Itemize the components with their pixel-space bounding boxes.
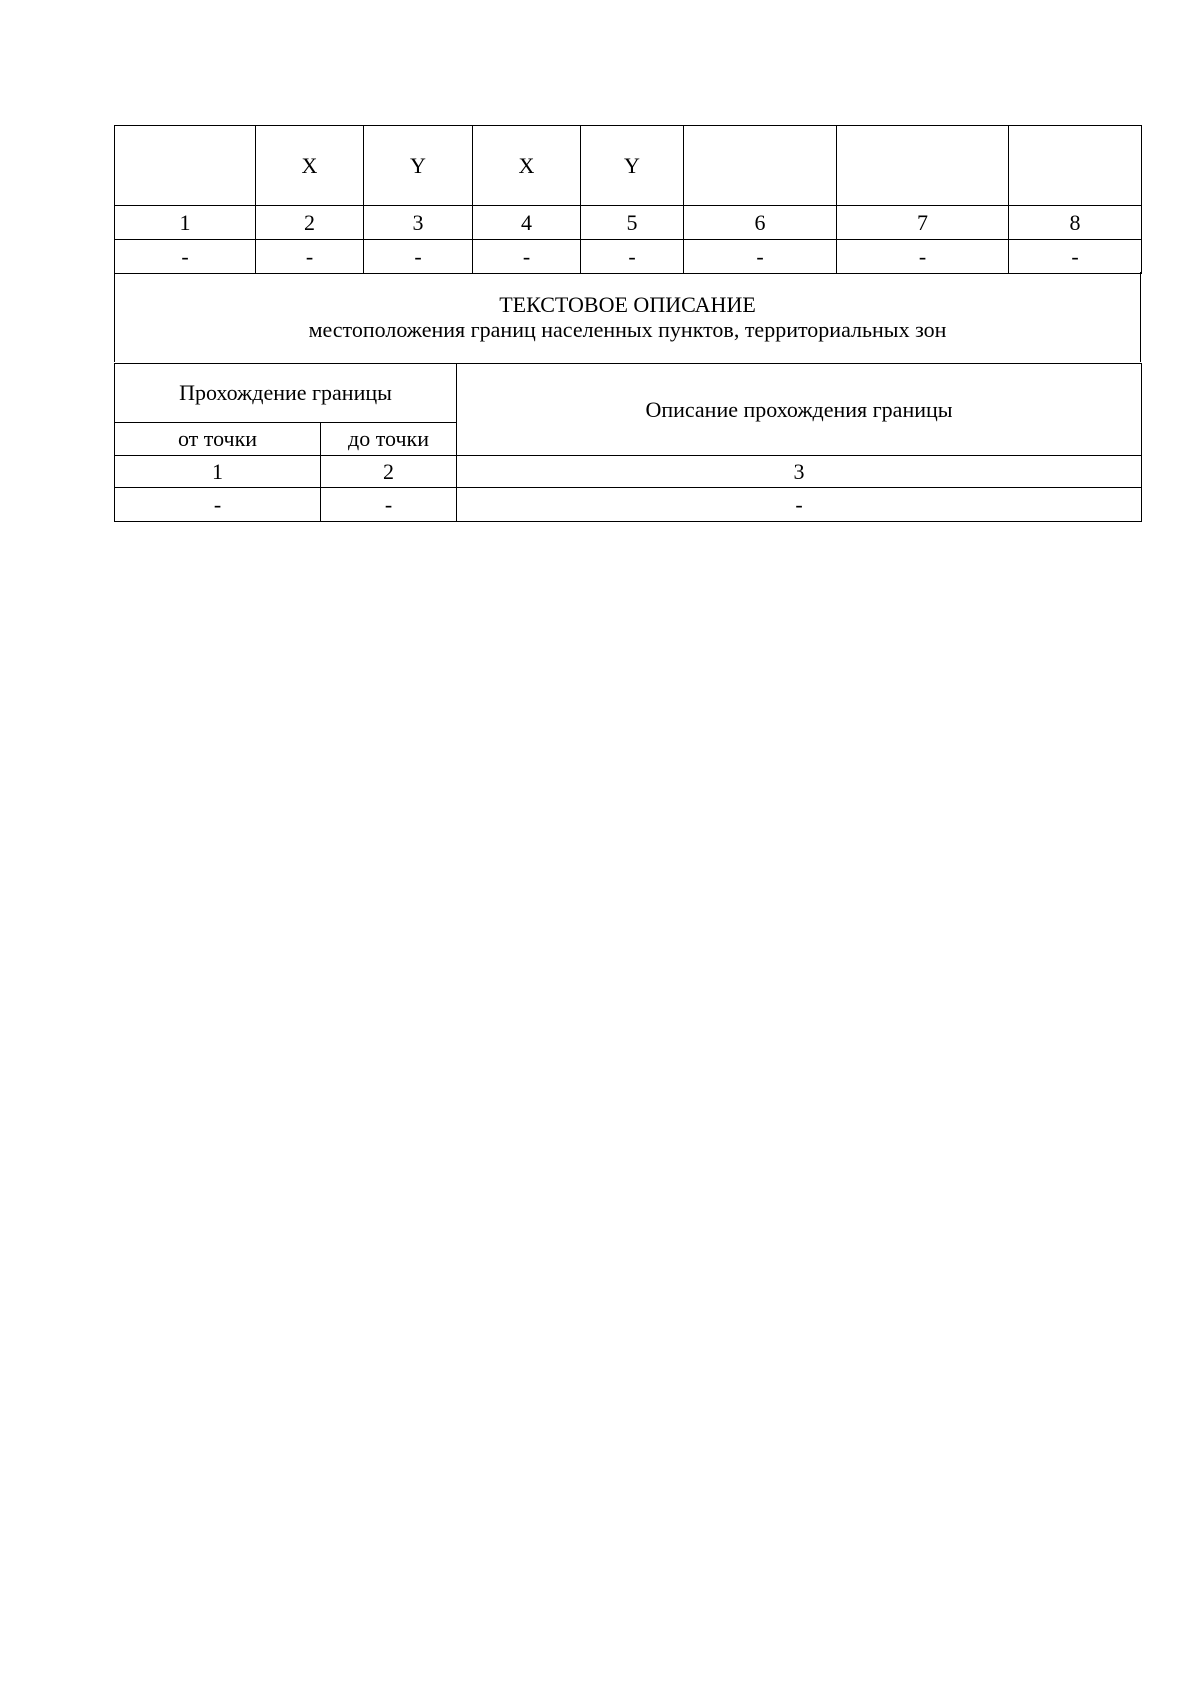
data-cell: - <box>837 240 1009 274</box>
header-cell-8 <box>1009 126 1142 206</box>
header-cell-x2: X <box>473 126 581 206</box>
number-cell: 2 <box>321 456 457 488</box>
data-cell: - <box>115 488 321 522</box>
description-number-row <box>115 456 1142 488</box>
coordinates-table <box>114 125 1142 274</box>
number-cell: 5 <box>581 206 684 240</box>
coordinates-number-row <box>115 206 1142 240</box>
data-cell: - <box>581 240 684 274</box>
section-title <box>114 272 1141 362</box>
boundary-passage-header: Прохождение границы <box>115 364 457 423</box>
description-data-row <box>115 488 1142 522</box>
header-cell-7 <box>837 126 1009 206</box>
data-cell: - <box>473 240 581 274</box>
description-header-row <box>115 364 1142 423</box>
number-cell: 1 <box>115 206 256 240</box>
header-cell-y1: Y <box>364 126 473 206</box>
number-cell: 2 <box>256 206 364 240</box>
data-cell: - <box>256 240 364 274</box>
data-cell: - <box>321 488 457 522</box>
number-cell: 3 <box>457 456 1142 488</box>
to-point-header: до точки <box>321 423 457 456</box>
header-cell-y2: Y <box>581 126 684 206</box>
data-cell: - <box>684 240 837 274</box>
data-cell: - <box>364 240 473 274</box>
number-cell: 4 <box>473 206 581 240</box>
coordinates-data-row <box>115 240 1142 274</box>
number-cell: 7 <box>837 206 1009 240</box>
header-cell-1 <box>115 126 256 206</box>
boundary-description-header: Описание прохождения границы <box>457 364 1142 456</box>
section-title-line1: ТЕКСТОВОЕ ОПИСАНИЕ <box>499 292 756 317</box>
number-cell: 6 <box>684 206 837 240</box>
data-cell: - <box>1009 240 1142 274</box>
number-cell: 3 <box>364 206 473 240</box>
section-title-line2: местоположения границ населенных пунктов, территориальных зон <box>308 317 947 343</box>
header-cell-x1: X <box>256 126 364 206</box>
number-cell: 1 <box>115 456 321 488</box>
from-point-header: от точки <box>115 423 321 456</box>
header-cell-6 <box>684 126 837 206</box>
data-cell: - <box>115 240 256 274</box>
coordinates-header-row <box>115 126 1142 206</box>
boundary-description-table <box>114 363 1142 522</box>
data-cell: - <box>457 488 1142 522</box>
number-cell: 8 <box>1009 206 1142 240</box>
